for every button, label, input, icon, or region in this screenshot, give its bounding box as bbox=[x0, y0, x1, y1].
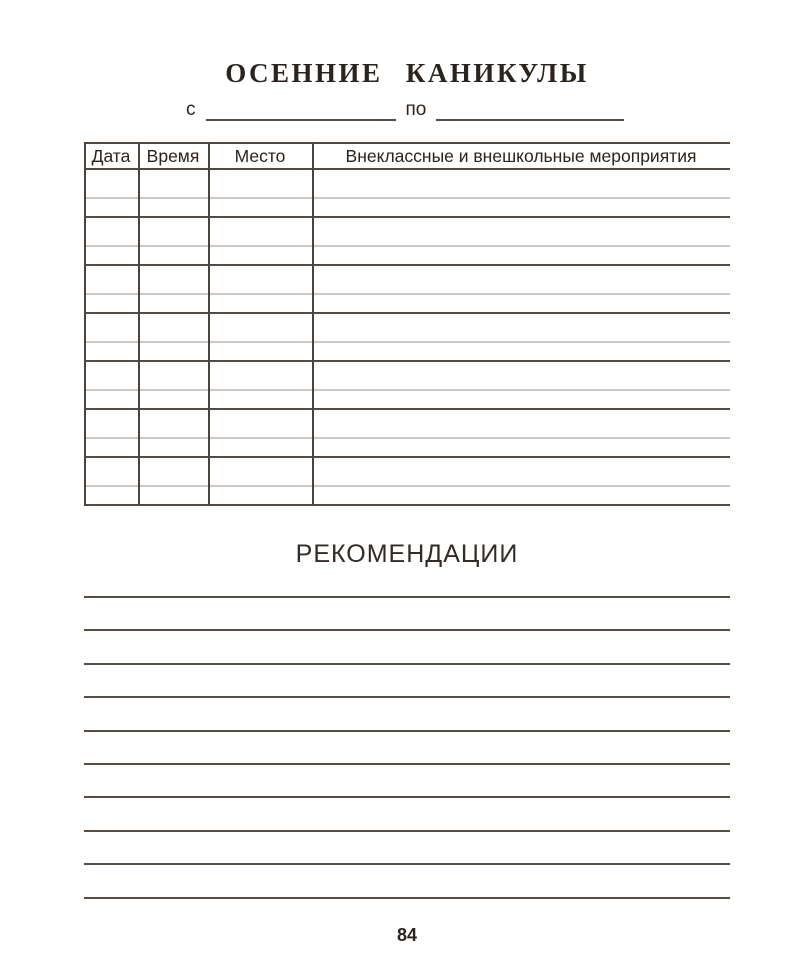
table-row[interactable] bbox=[84, 362, 730, 410]
table-row[interactable] bbox=[84, 410, 730, 458]
ruled-line[interactable] bbox=[84, 865, 730, 898]
column-divider-place-activities bbox=[312, 142, 314, 506]
from-label: с bbox=[186, 99, 196, 120]
ruled-line[interactable] bbox=[84, 732, 730, 765]
page-number: 84 bbox=[396, 925, 418, 945]
to-label: по bbox=[405, 99, 427, 120]
row-writing-line bbox=[84, 389, 730, 391]
row-writing-line bbox=[84, 245, 730, 247]
column-divider-time-place bbox=[208, 142, 210, 506]
row-writing-line bbox=[84, 485, 730, 487]
to-date-blank[interactable] bbox=[436, 99, 624, 121]
ruled-line[interactable] bbox=[84, 698, 730, 731]
table-row[interactable] bbox=[84, 314, 730, 362]
table-row[interactable] bbox=[84, 458, 730, 506]
row-writing-line bbox=[84, 437, 730, 439]
row-writing-line bbox=[84, 197, 730, 199]
column-header-place: Место bbox=[234, 145, 286, 166]
page-title: ОСЕННИЕ КАНИКУЛЫ bbox=[225, 58, 589, 88]
column-header-activities: Внеклассные и внешкольные мероприятия bbox=[345, 145, 697, 166]
table-row[interactable] bbox=[84, 266, 730, 314]
table-body bbox=[84, 170, 730, 506]
ruled-line[interactable] bbox=[84, 598, 730, 631]
table-row[interactable] bbox=[84, 170, 730, 218]
ruled-line[interactable] bbox=[84, 665, 730, 698]
ruled-line[interactable] bbox=[84, 631, 730, 664]
recommendations-lines bbox=[84, 596, 730, 899]
row-writing-line bbox=[84, 341, 730, 343]
column-header-time: Время bbox=[146, 145, 200, 166]
table-header-row bbox=[84, 144, 730, 168]
ruled-line[interactable] bbox=[84, 832, 730, 865]
ruled-line[interactable] bbox=[84, 798, 730, 831]
column-header-date: Дата bbox=[91, 145, 131, 166]
from-date-blank[interactable] bbox=[206, 99, 396, 121]
ruled-line[interactable] bbox=[84, 765, 730, 798]
date-range-row bbox=[186, 99, 624, 121]
row-writing-line bbox=[84, 293, 730, 295]
recommendations-heading: РЕКОМЕНДАЦИИ bbox=[295, 540, 519, 568]
table-left-border bbox=[84, 142, 86, 506]
holiday-schedule-table bbox=[84, 142, 730, 506]
column-divider-date-time bbox=[138, 142, 140, 506]
table-row[interactable] bbox=[84, 218, 730, 266]
